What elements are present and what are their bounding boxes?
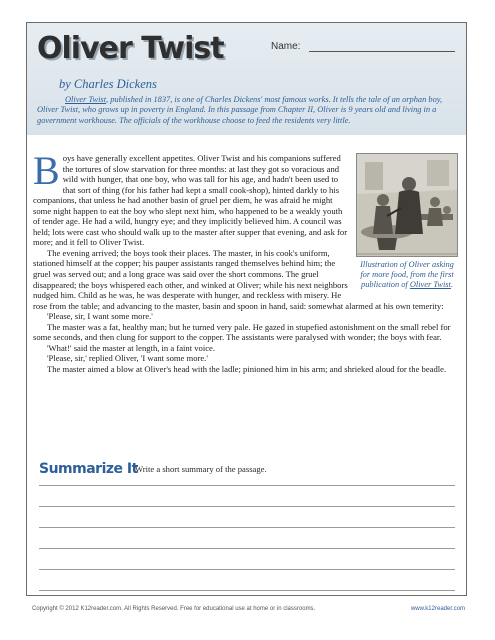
summary-writing-line[interactable] — [39, 590, 455, 591]
worksheet-title: Oliver Twist — [37, 31, 224, 66]
passage-paragraph-7: The master aimed a blow at Oliver's head with the ladle; pinioned him in his arm; and shrieked aloud for the beadle. — [47, 363, 447, 374]
name-field-line[interactable] — [309, 51, 455, 52]
website-link[interactable]: www.k12reader.com — [410, 606, 465, 612]
illustration-figure — [355, 153, 459, 290]
summary-writing-line[interactable] — [39, 506, 455, 507]
intro-text: , published in 1837, is one of Charles Dickens' most famous works. It tells the tale of an orphan boy, Oliver Twist, who grows up in poverty in England. In this passage from Chapter II, Oliver is 9 years old and living in a government workhouse. The officials of the workhouse choose to feed the residents very little. — [37, 95, 443, 125]
caption-book-title: Oliver Twist — [409, 280, 451, 289]
passage-paragraph-5: 'What!' said the master at length, in a faint voice. — [47, 342, 215, 353]
worksheet-frame — [26, 22, 467, 596]
passage-paragraph-3: 'Please, sir, I want some more.' — [47, 311, 153, 322]
story-passage — [33, 148, 459, 374]
caption-end: . — [450, 280, 453, 289]
summary-writing-line[interactable] — [39, 527, 455, 528]
caption-text: Illustration of Oliver asking for more food, from the first publication of — [360, 260, 454, 289]
copyright-notice: Copyright © 2012 K12reader.com. All Rights Reserved. Free for educational use at home or in classrooms. — [32, 606, 316, 612]
passage-paragraph-6: 'Please, sir,' replied Oliver, 'I want some more.' — [47, 353, 208, 364]
passage-paragraph-2: The evening arrived; the boys took their places. The master, in his cook's uniform, stationed himself at the copper; his pauper assistants ranged themselves behind him; the gruel was served out; and a long grace was said over the short commons. The gruel disappeared; the boys whispered each other, and winked at Oliver; while his next neighbors nudged him. Child as he was, he was desperate with hunger, and reckless with misery. He rose from the table; and advancing to the master, basin and spoon in hand, said: somewhat alarmed at his own temerity: — [33, 247, 444, 311]
summarize-heading: Summarize It — [39, 461, 138, 477]
summary-writing-line[interactable] — [39, 485, 455, 486]
summary-writing-line[interactable] — [39, 548, 455, 549]
summary-writing-line[interactable] — [39, 569, 455, 570]
name-label: Name: — [271, 41, 301, 52]
oliver-illustration-image — [356, 153, 458, 257]
intro-paragraph — [37, 95, 457, 126]
drop-cap: B — [33, 148, 60, 193]
passage-paragraph-1: Boys have generally excellent appetites. Oliver Twist and his companions suffered the tortures of slow starvation for three months: at last they got so voracious and wild with hunger, that one boy, who was tall for his age, and hadn't been used to that sort of thing (for his father had kept a small cook-shop), hinted darkly to his companions, that unless he had another basin of gruel per diem, he was afraid he might some night happen to eat the boy who slept next him, who happened to be a weakly youth of tender age. He had a wild, hungry eye; and they implicitly believed him. A council was held; lots were cast who should walk up to the master after supper that evening, and ask for more; and it fell to Oliver Twist. — [33, 148, 348, 248]
summarize-instruction: Write a short summary of the passage. — [135, 464, 267, 474]
author-byline: by Charles Dickens — [59, 77, 157, 91]
illustration-caption — [355, 260, 459, 290]
passage-paragraph-4: The master was a fat, healthy man; but he turned very pale. He gazed in stupefied astonishment on the small rebel for some seconds, and then clung for support to the copper. The assistants were paralysed with wonder; the boys with fear. — [33, 321, 451, 343]
intro-book-title: Oliver Twist — [65, 95, 107, 104]
header-band — [27, 23, 466, 135]
